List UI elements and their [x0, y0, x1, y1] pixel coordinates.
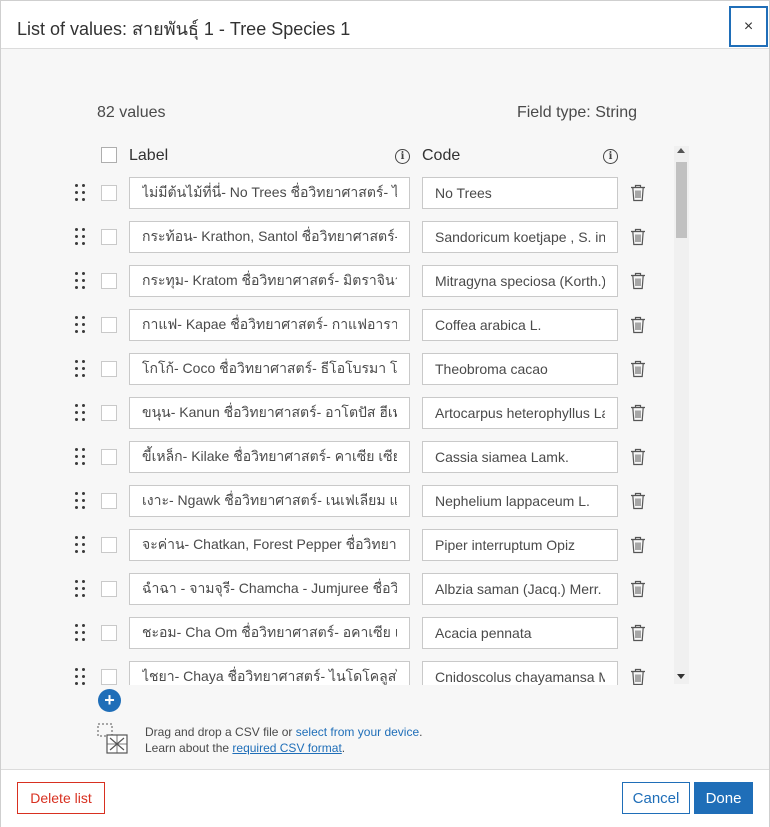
code-input[interactable] — [422, 221, 618, 253]
table-row — [1, 309, 671, 341]
trash-icon[interactable] — [630, 316, 646, 334]
code-input[interactable] — [422, 661, 618, 685]
drag-handle-icon[interactable] — [75, 272, 87, 290]
drag-handle-icon[interactable] — [75, 580, 87, 598]
table-row — [1, 573, 671, 605]
values-table — [1, 145, 691, 685]
code-input[interactable] — [422, 617, 618, 649]
drag-handle-icon[interactable] — [75, 360, 87, 378]
drag-handle-icon[interactable] — [75, 184, 87, 202]
code-input[interactable] — [422, 265, 618, 297]
label-input[interactable] — [129, 617, 410, 649]
dialog-header — [1, 1, 769, 49]
label-input[interactable] — [129, 177, 410, 209]
done-button[interactable]: Done — [694, 782, 753, 814]
csv-line1-suffix: . — [419, 725, 423, 739]
select-all-checkbox[interactable] — [101, 147, 117, 163]
delete-list-button[interactable]: Delete list — [17, 782, 105, 814]
csv-upload-icon — [97, 723, 129, 755]
row-checkbox[interactable] — [101, 273, 117, 289]
csv-format-link[interactable]: required CSV format — [232, 741, 342, 755]
label-input[interactable] — [129, 309, 410, 341]
trash-icon[interactable] — [630, 184, 646, 202]
table-row — [1, 617, 671, 649]
select-from-device-link[interactable]: select from your device — [295, 725, 420, 739]
row-checkbox[interactable] — [101, 229, 117, 245]
code-input[interactable] — [422, 309, 618, 341]
trash-icon[interactable] — [630, 668, 646, 685]
code-input[interactable] — [422, 573, 618, 605]
dialog-footer — [1, 769, 769, 827]
trash-icon[interactable] — [630, 536, 646, 554]
code-input[interactable] — [422, 441, 618, 473]
code-input[interactable] — [422, 397, 618, 429]
row-checkbox[interactable] — [101, 625, 117, 641]
label-input[interactable] — [129, 265, 410, 297]
scroll-thumb[interactable] — [676, 162, 687, 238]
code-column-header: Code — [422, 147, 461, 164]
row-checkbox[interactable] — [101, 581, 117, 597]
row-checkbox[interactable] — [101, 537, 117, 553]
trash-icon[interactable] — [630, 228, 646, 246]
values-count: 82 values — [97, 104, 166, 121]
trash-icon[interactable] — [630, 580, 646, 598]
drag-handle-icon[interactable] — [75, 668, 87, 685]
trash-icon[interactable] — [630, 360, 646, 378]
label-input[interactable] — [129, 661, 410, 685]
trash-icon[interactable] — [630, 492, 646, 510]
csv-line2-text: Learn about the — [145, 741, 233, 755]
label-input[interactable] — [129, 573, 410, 605]
trash-icon[interactable] — [630, 404, 646, 422]
code-input[interactable] — [422, 529, 618, 561]
row-checkbox[interactable] — [101, 449, 117, 465]
table-row — [1, 265, 671, 297]
label-input[interactable] — [129, 353, 410, 385]
scroll-down-arrow-icon[interactable] — [677, 674, 685, 679]
cancel-button[interactable]: Cancel — [622, 782, 690, 814]
label-column-header: Label — [129, 147, 169, 164]
trash-icon[interactable] — [630, 448, 646, 466]
table-row — [1, 353, 671, 385]
label-input[interactable] — [129, 529, 410, 561]
code-input[interactable] — [422, 485, 618, 517]
csv-instructions — [145, 724, 422, 756]
table-scrollbar[interactable] — [674, 146, 689, 684]
table-row — [1, 221, 671, 253]
csv-line1-text: Drag and drop a CSV file or — [145, 725, 296, 739]
table-row — [1, 397, 671, 429]
drag-handle-icon[interactable] — [75, 316, 87, 334]
table-row — [1, 177, 671, 209]
row-checkbox[interactable] — [101, 405, 117, 421]
label-input[interactable] — [129, 221, 410, 253]
row-checkbox[interactable] — [101, 317, 117, 333]
drag-handle-icon[interactable] — [75, 404, 87, 422]
label-input[interactable] — [129, 485, 410, 517]
label-input[interactable] — [129, 441, 410, 473]
add-value-button[interactable]: + — [98, 689, 121, 712]
drag-handle-icon[interactable] — [75, 228, 87, 246]
scroll-up-arrow-icon[interactable] — [677, 148, 685, 153]
label-info-icon[interactable]: i — [395, 149, 410, 164]
table-header — [1, 145, 671, 169]
close-button[interactable] — [729, 6, 768, 47]
dialog-body — [1, 49, 769, 769]
row-checkbox[interactable] — [101, 669, 117, 685]
close-icon: × — [743, 17, 754, 35]
code-info-icon[interactable]: i — [603, 149, 618, 164]
table-row — [1, 441, 671, 473]
drag-handle-icon[interactable] — [75, 536, 87, 554]
csv-line2-suffix: . — [341, 741, 346, 755]
drag-handle-icon[interactable] — [75, 492, 87, 510]
code-input[interactable] — [422, 353, 618, 385]
field-type: Field type: String — [516, 104, 637, 121]
dialog-title: List of values: สายพันธุ์ 1 - Tree Species 1 — [17, 19, 351, 39]
code-input[interactable] — [422, 177, 618, 209]
table-row — [1, 661, 671, 685]
row-checkbox[interactable] — [101, 493, 117, 509]
table-row — [1, 485, 671, 517]
row-checkbox[interactable] — [101, 185, 117, 201]
trash-icon[interactable] — [630, 624, 646, 642]
drag-handle-icon[interactable] — [75, 624, 87, 642]
drag-handle-icon[interactable] — [75, 448, 87, 466]
label-input[interactable] — [129, 397, 410, 429]
row-checkbox[interactable] — [101, 361, 117, 377]
trash-icon[interactable] — [630, 272, 646, 290]
table-row — [1, 529, 671, 561]
